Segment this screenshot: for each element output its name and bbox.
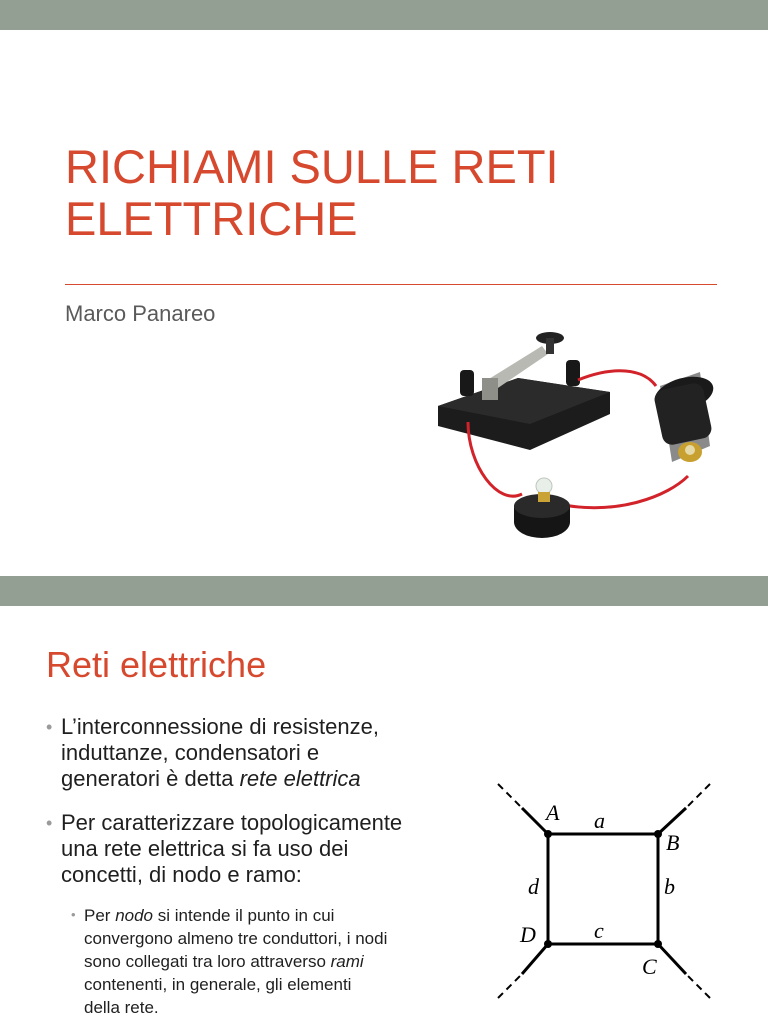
sub-bullet-line: convergono almeno tre conduttori, i nodi — [84, 929, 388, 948]
sub-bullet-line: della rete. — [84, 998, 159, 1017]
node-dot — [544, 830, 552, 838]
sub-bullet-emphasis: nodo — [115, 906, 154, 925]
node-label-d: D — [520, 922, 536, 947]
branch-label-a: a — [594, 808, 605, 833]
bullet-marker: • — [46, 717, 53, 737]
bullet-text: generatori è detta — [61, 766, 240, 791]
top-band — [0, 0, 768, 30]
bullet-topology — [46, 810, 481, 888]
bullet-line — [61, 766, 481, 792]
slide-title-line-2: ELETTRICHE — [65, 192, 358, 245]
bullet-line: una rete elettrica si fa uso dei — [61, 836, 349, 861]
lead-dashed — [498, 974, 522, 998]
node-dot — [654, 830, 662, 838]
lead-solid — [522, 944, 548, 974]
lead-dashed — [498, 784, 522, 808]
network-diagram — [490, 776, 720, 1006]
slide-title-line-1: RICHIAMI SULLE RETI — [65, 140, 559, 193]
bullet-line: induttanze, condensatori e — [61, 740, 320, 765]
sub-bullet-marker: • — [71, 907, 76, 922]
bullet-line: Per caratterizzare topologicamente — [61, 810, 403, 835]
lead-solid — [522, 808, 548, 834]
bullet-marker: • — [46, 813, 53, 833]
lead-solid — [658, 944, 686, 974]
section-title: Reti elettriche — [46, 644, 267, 685]
node-dot — [654, 940, 662, 948]
sub-bullet-text: sono collegati tra loro attraverso — [84, 952, 331, 971]
middle-band — [0, 576, 768, 606]
sub-bullet-emphasis: rami — [330, 952, 364, 971]
node-dot — [544, 940, 552, 948]
bullet-line: L’interconnessione di resistenze, — [61, 714, 379, 739]
sub-bullet-text: Per — [84, 906, 116, 925]
node-label-b: B — [666, 830, 680, 855]
circuit-photo — [438, 326, 740, 554]
lead-dashed — [686, 974, 710, 998]
content-slide — [0, 606, 768, 1024]
branch-label-c: c — [594, 918, 604, 943]
bullet-interconnection — [46, 714, 481, 792]
sub-bullet-node — [71, 904, 484, 1019]
node-label-a: A — [546, 800, 560, 825]
slide-title — [65, 141, 725, 245]
sub-bullet-line — [84, 950, 484, 973]
sub-bullet-line — [84, 904, 484, 927]
bullet-line: concetti, di nodo e ramo: — [61, 862, 302, 887]
sub-bullet-line: contenenti, in generale, gli elementi — [84, 975, 352, 994]
author-name: Marco Panareo — [65, 301, 216, 326]
title-slide — [0, 30, 768, 576]
bullet-emphasis: rete elettrica — [239, 766, 361, 791]
branch-label-d: d — [528, 874, 539, 899]
title-divider — [65, 284, 717, 285]
lead-dashed — [686, 784, 710, 808]
node-label-c: C — [642, 954, 657, 979]
branch-label-b: b — [664, 874, 675, 899]
sub-bullet-text: si intende il punto in cui — [153, 906, 335, 925]
